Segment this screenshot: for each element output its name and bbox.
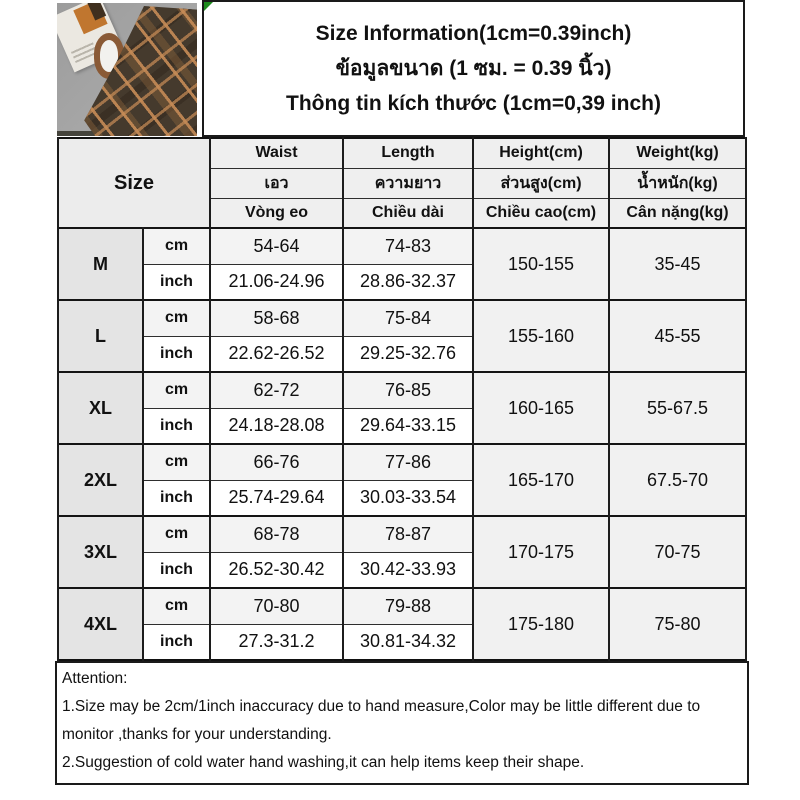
height-value: 170-175 bbox=[473, 516, 609, 588]
weight-value: 75-80 bbox=[609, 588, 746, 660]
length-header-th: ความยาว bbox=[343, 168, 473, 198]
length-inch-value: 28.86-32.37 bbox=[343, 264, 473, 300]
weight-header-vi: Cân nặng(kg) bbox=[609, 198, 746, 228]
waist-inch-value: 21.06-24.96 bbox=[210, 264, 343, 300]
weight-header-th: น้ำหนัก(kg) bbox=[609, 168, 746, 198]
title-english: Size Information(1cm=0.39inch) bbox=[315, 22, 632, 45]
length-cm-value: 75-84 bbox=[343, 300, 473, 336]
height-value: 150-155 bbox=[473, 228, 609, 300]
height-header-vi: Chiều cao(cm) bbox=[473, 198, 609, 228]
unit-label-inch: inch bbox=[143, 480, 210, 516]
length-inch-value: 30.81-34.32 bbox=[343, 624, 473, 660]
waist-inch-value: 25.74-29.64 bbox=[210, 480, 343, 516]
table-row bbox=[58, 444, 746, 480]
waist-cm-value: 70-80 bbox=[210, 588, 343, 624]
table-row bbox=[58, 228, 746, 264]
length-header-en: Length bbox=[343, 138, 473, 168]
weight-value: 67.5-70 bbox=[609, 444, 746, 516]
length-cm-value: 77-86 bbox=[343, 444, 473, 480]
size-table-header bbox=[58, 138, 746, 228]
waist-cm-value: 68-78 bbox=[210, 516, 343, 552]
unit-label-inch: inch bbox=[143, 552, 210, 588]
title-vietnamese: Thông tin kích thước (1cm=0,39 inch) bbox=[286, 92, 661, 115]
waist-inch-value: 27.3-31.2 bbox=[210, 624, 343, 660]
unit-label-cm: cm bbox=[143, 372, 210, 408]
height-header-en: Height(cm) bbox=[473, 138, 609, 168]
waist-header-vi: Vòng eo bbox=[210, 198, 343, 228]
size-table bbox=[57, 137, 747, 661]
length-cm-value: 74-83 bbox=[343, 228, 473, 264]
size-chart-page bbox=[57, 0, 745, 785]
waist-inch-value: 24.18-28.08 bbox=[210, 408, 343, 444]
length-inch-value: 29.64-33.15 bbox=[343, 408, 473, 444]
waist-cm-value: 54-64 bbox=[210, 228, 343, 264]
size-header-cell: Size bbox=[58, 138, 210, 228]
attention-note-2: 2.Suggestion of cold water hand washing,it can help items keep their shape. bbox=[62, 754, 585, 771]
attention-heading: Attention: bbox=[62, 670, 128, 687]
product-photo bbox=[57, 3, 197, 136]
height-value: 160-165 bbox=[473, 372, 609, 444]
header-row-en bbox=[58, 138, 746, 168]
height-value: 175-180 bbox=[473, 588, 609, 660]
length-cm-value: 78-87 bbox=[343, 516, 473, 552]
attention-box bbox=[55, 661, 749, 785]
unit-label-inch: inch bbox=[143, 408, 210, 444]
table-row bbox=[58, 516, 746, 552]
weight-value: 35-45 bbox=[609, 228, 746, 300]
weight-value: 45-55 bbox=[609, 300, 746, 372]
unit-label-cm: cm bbox=[143, 228, 210, 264]
unit-label-cm: cm bbox=[143, 588, 210, 624]
weight-value: 55-67.5 bbox=[609, 372, 746, 444]
length-inch-value: 30.42-33.93 bbox=[343, 552, 473, 588]
weight-value: 70-75 bbox=[609, 516, 746, 588]
size-cell-m: M bbox=[58, 228, 143, 300]
size-cell-l: L bbox=[58, 300, 143, 372]
height-value: 155-160 bbox=[473, 300, 609, 372]
waist-inch-value: 26.52-30.42 bbox=[210, 552, 343, 588]
waist-cm-value: 58-68 bbox=[210, 300, 343, 336]
top-row bbox=[57, 0, 745, 137]
unit-label-inch: inch bbox=[143, 336, 210, 372]
waist-header-th: เอว bbox=[210, 168, 343, 198]
unit-label-cm: cm bbox=[143, 300, 210, 336]
length-inch-value: 29.25-32.76 bbox=[343, 336, 473, 372]
size-cell-4xl: 4XL bbox=[58, 588, 143, 660]
waist-inch-value: 22.62-26.52 bbox=[210, 336, 343, 372]
length-cm-value: 76-85 bbox=[343, 372, 473, 408]
weight-header-en: Weight(kg) bbox=[609, 138, 746, 168]
waist-cm-value: 66-76 bbox=[210, 444, 343, 480]
size-cell-3xl: 3XL bbox=[58, 516, 143, 588]
waist-cm-value: 62-72 bbox=[210, 372, 343, 408]
table-row bbox=[58, 372, 746, 408]
unit-label-cm: cm bbox=[143, 516, 210, 552]
title-thai: ข้อมูลขนาด (1 ซม. = 0.39 นิ้ว) bbox=[335, 57, 612, 80]
table-row bbox=[58, 588, 746, 624]
unit-label-inch: inch bbox=[143, 264, 210, 300]
cell-corner-marker-icon bbox=[204, 2, 213, 11]
length-inch-value: 30.03-33.54 bbox=[343, 480, 473, 516]
length-cm-value: 79-88 bbox=[343, 588, 473, 624]
waist-header-en: Waist bbox=[210, 138, 343, 168]
size-cell-2xl: 2XL bbox=[58, 444, 143, 516]
height-value: 165-170 bbox=[473, 444, 609, 516]
unit-label-inch: inch bbox=[143, 624, 210, 660]
size-cell-xl: XL bbox=[58, 372, 143, 444]
unit-label-cm: cm bbox=[143, 444, 210, 480]
attention-note-1: 1.Size may be 2cm/1inch inaccuracy due to hand measure,Color may be little different due to monitor ,thanks for your understanding. bbox=[62, 698, 701, 743]
title-block bbox=[202, 0, 745, 137]
table-row bbox=[58, 300, 746, 336]
height-header-th: ส่วนสูง(cm) bbox=[473, 168, 609, 198]
length-header-vi: Chiều dài bbox=[343, 198, 473, 228]
